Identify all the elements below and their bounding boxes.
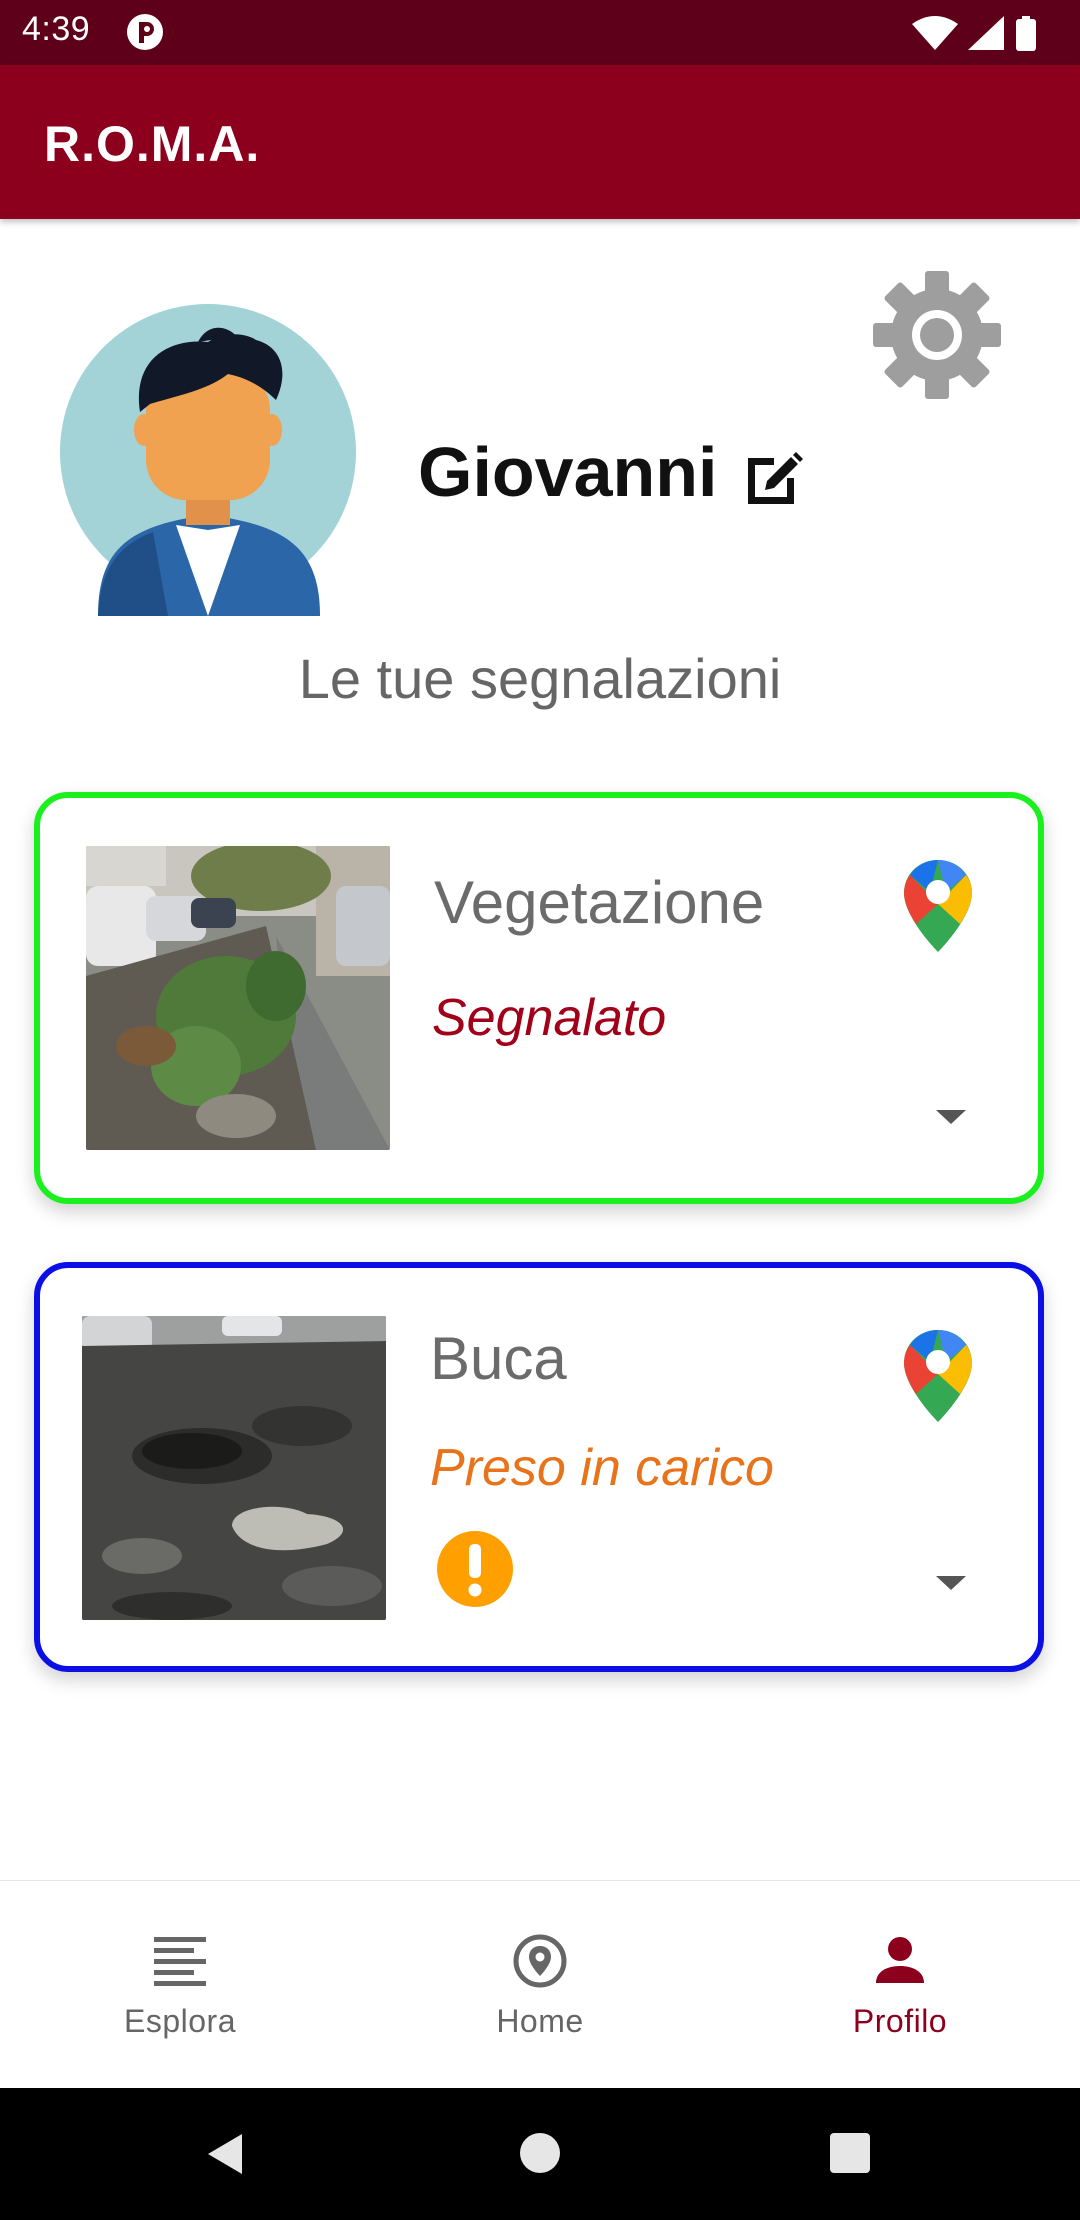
wifi-icon <box>912 16 958 50</box>
report-category: Buca <box>430 1325 567 1392</box>
nav-item-esplora[interactable] <box>0 1881 360 2089</box>
nav-label-profilo: Profilo <box>852 2003 948 2039</box>
avatar[interactable] <box>58 300 358 616</box>
recents-icon[interactable] <box>829 2132 871 2174</box>
chevron-down-icon[interactable] <box>936 1576 966 1594</box>
bottom-navigation <box>0 1880 1080 2089</box>
edit-icon[interactable] <box>740 446 806 512</box>
app-notification-icon <box>126 13 164 51</box>
signal-icon <box>968 16 1004 50</box>
person-icon <box>872 1933 928 1989</box>
app-bar <box>0 65 1080 219</box>
section-title: Le tue segnalazioni <box>298 647 782 710</box>
chevron-down-icon[interactable] <box>936 1110 966 1128</box>
report-status: Preso in carico <box>430 1439 774 1497</box>
list-icon <box>152 1933 208 1989</box>
google-maps-icon[interactable] <box>902 858 974 954</box>
battery-icon <box>1016 16 1036 51</box>
user-name: Giovanni <box>418 433 718 511</box>
gear-icon[interactable] <box>870 268 1004 402</box>
back-icon[interactable] <box>204 2132 248 2176</box>
app-title: R.O.M.A. <box>44 116 261 172</box>
report-card[interactable] <box>34 1262 1044 1672</box>
home-circle-icon[interactable] <box>519 2132 561 2174</box>
status-time: 4:39 <box>22 10 91 48</box>
report-card[interactable] <box>34 792 1044 1204</box>
nav-item-profilo[interactable] <box>720 1881 1080 2089</box>
nav-item-home[interactable] <box>360 1881 720 2089</box>
location-icon <box>512 1933 568 1989</box>
nav-label-home: Home <box>496 2003 584 2039</box>
system-navigation-bar <box>0 2088 1080 2220</box>
status-icons <box>910 14 1060 52</box>
status-bar <box>0 0 1080 65</box>
report-status: Segnalato <box>432 989 667 1047</box>
exclamation-icon <box>436 1530 514 1608</box>
nav-label-esplora: Esplora <box>124 2003 236 2039</box>
google-maps-icon[interactable] <box>902 1328 974 1424</box>
report-photo <box>86 846 390 1150</box>
report-photo <box>82 1316 386 1620</box>
report-category: Vegetazione <box>434 869 765 936</box>
